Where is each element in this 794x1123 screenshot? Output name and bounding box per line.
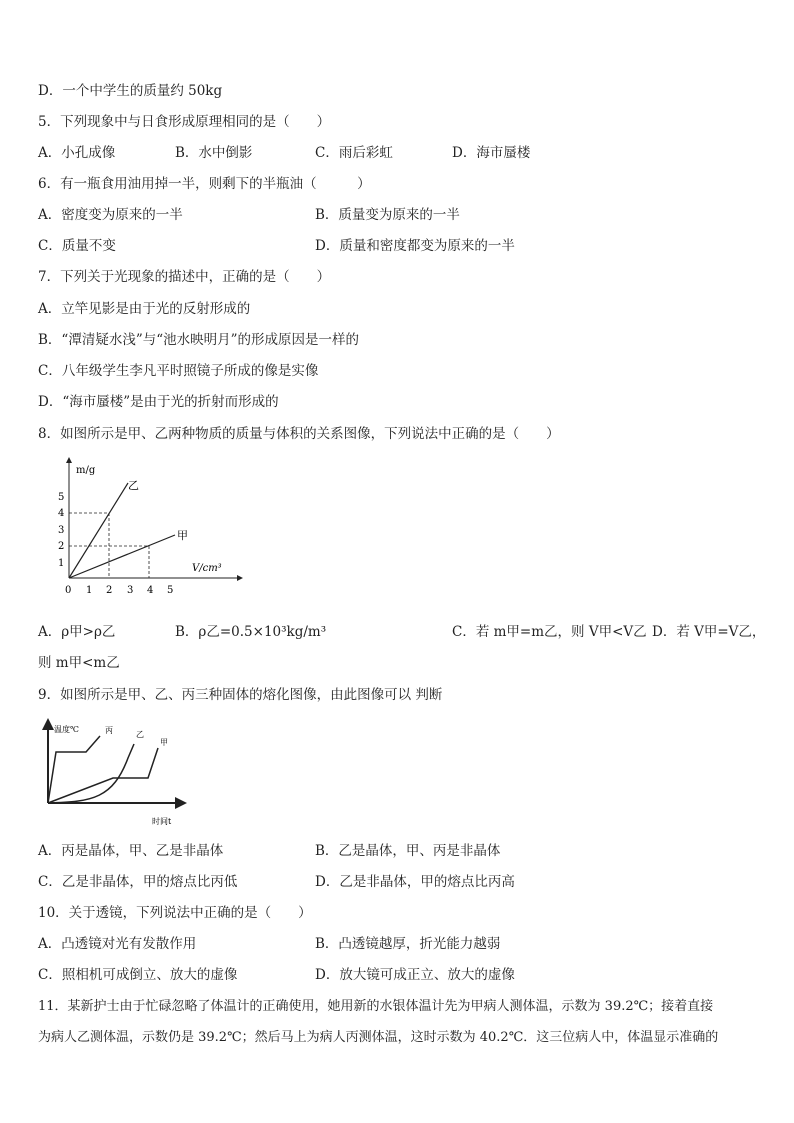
q8-label-jia: 甲	[177, 529, 188, 542]
q9-label-jia: 甲	[160, 738, 168, 747]
q8-xtick: 4	[147, 585, 154, 596]
q8-option-a[interactable]: A．ρ甲>ρ乙	[38, 624, 116, 640]
q9-option-d[interactable]: D．乙是非晶体，甲的熔点比丙高	[315, 874, 515, 890]
q9-curve-yi	[48, 744, 134, 803]
q6-stem: 6．有一瓶食用油用掉一半，则剩下的半瓶油（ ）	[38, 176, 371, 192]
q9-option-a[interactable]: A．丙是晶体，甲、乙是非晶体	[38, 843, 224, 859]
q5-option-c[interactable]: C．雨后彩虹	[315, 145, 393, 161]
q5-option-a[interactable]: A．小孔成像	[38, 145, 116, 161]
q7-option-d[interactable]: D．“海市蜃楼”是由于光的折射而形成的	[38, 394, 279, 410]
q9-curve-jia	[48, 748, 158, 803]
q9-label-bing: 丙	[105, 726, 113, 735]
q8-x-label: V/cm³	[192, 563, 222, 574]
q8-ytick: 5	[58, 492, 65, 503]
q9-label-yi: 乙	[136, 730, 144, 739]
q9-x-label: 时间t	[152, 817, 172, 826]
q5-stem: 5．下列现象中与日食形成原理相同的是（ ）	[38, 114, 331, 130]
q7-option-a[interactable]: A．立竿见影是由于光的反射形成的	[38, 301, 251, 317]
q11-line-2: 为病人乙测体温，示数仍是 39.2℃；然后马上为病人丙测体温，这时示数为 40.2℃．这三位病人中，体温显示准确的	[38, 1030, 719, 1045]
q10-stem: 10．关于透镜，下列说法中正确的是（ ）	[38, 905, 312, 921]
q8-xtick: 3	[127, 585, 134, 596]
q4-option-d: D．一个中学生的质量约 50kg	[38, 83, 223, 99]
q8-option-d[interactable]: D．若 V甲=V乙，	[652, 624, 766, 640]
q9-y-label: 温度℃	[54, 725, 79, 734]
q8-xtick: 2	[106, 585, 113, 596]
q10-option-a[interactable]: A．凸透镜对光有发散作用	[38, 936, 197, 952]
q11-line-1: 11．某新护士由于忙碌忽略了体温计的正确使用，她用新的水银体温计先为甲病人测体温，示数为 39.2℃；接着直接	[38, 999, 714, 1014]
q9-stem: 9．如图所示是甲、乙、丙三种固体的熔化图像，由此图像可以 判断	[38, 687, 443, 703]
q8-option-c[interactable]: C．若 m甲=m乙，则 V甲<V乙	[452, 624, 647, 640]
q9-option-c[interactable]: C．乙是非晶体，甲的熔点比丙低	[38, 874, 238, 890]
q5-option-b[interactable]: B．水中倒影	[175, 145, 253, 161]
q6-option-b[interactable]: B．质量变为原来的一半	[315, 207, 460, 223]
q8-option-b[interactable]: B．ρ乙=0.5×10³kg/m³	[175, 624, 327, 640]
q7-option-c[interactable]: C．八年级学生李凡平时照镜子所成的像是实像	[38, 363, 319, 379]
q7-option-b[interactable]: B．“潭清疑水浅”与“池水映明月”的形成原因是一样的	[38, 332, 360, 348]
q10-option-d[interactable]: D．放大镜可成正立、放大的虚像	[315, 967, 515, 983]
q8-xtick: 1	[86, 585, 93, 596]
q8-option-d-cont: 则 m甲<m乙	[38, 655, 120, 671]
q10-option-c[interactable]: C．照相机可成倒立、放大的虚像	[38, 967, 238, 983]
q7-stem: 7．下列关于光现象的描述中，正确的是（ ）	[38, 269, 331, 285]
q8-xtick: 5	[167, 585, 174, 596]
q8-mass-volume-graph	[50, 455, 250, 600]
q5-option-d[interactable]: D．海市蜃楼	[452, 145, 531, 161]
q8-line-yi	[69, 483, 128, 578]
q8-ytick: 2	[58, 541, 65, 552]
q9-melting-graph	[38, 718, 188, 830]
q10-option-b[interactable]: B．凸透镜越厚，折光能力越弱	[315, 936, 501, 952]
q8-line-jia	[69, 535, 175, 578]
q8-ytick: 4	[58, 508, 65, 519]
q6-option-a[interactable]: A．密度变为原来的一半	[38, 207, 183, 223]
q8-ytick: 1	[58, 558, 65, 569]
q6-option-d[interactable]: D．质量和密度都变为原来的一半	[315, 238, 515, 254]
q8-stem: 8．如图所示是甲、乙两种物质的质量与体积的关系图像，下列说法中正确的是（ ）	[38, 426, 560, 442]
q8-label-yi: 乙	[128, 479, 139, 492]
q9-option-b[interactable]: B．乙是晶体，甲、丙是非晶体	[315, 843, 501, 859]
q8-y-label: m/g	[76, 465, 96, 476]
q6-option-c[interactable]: C．质量不变	[38, 238, 116, 254]
q8-ytick: 3	[58, 525, 65, 536]
q8-xtick: 0	[65, 585, 72, 596]
